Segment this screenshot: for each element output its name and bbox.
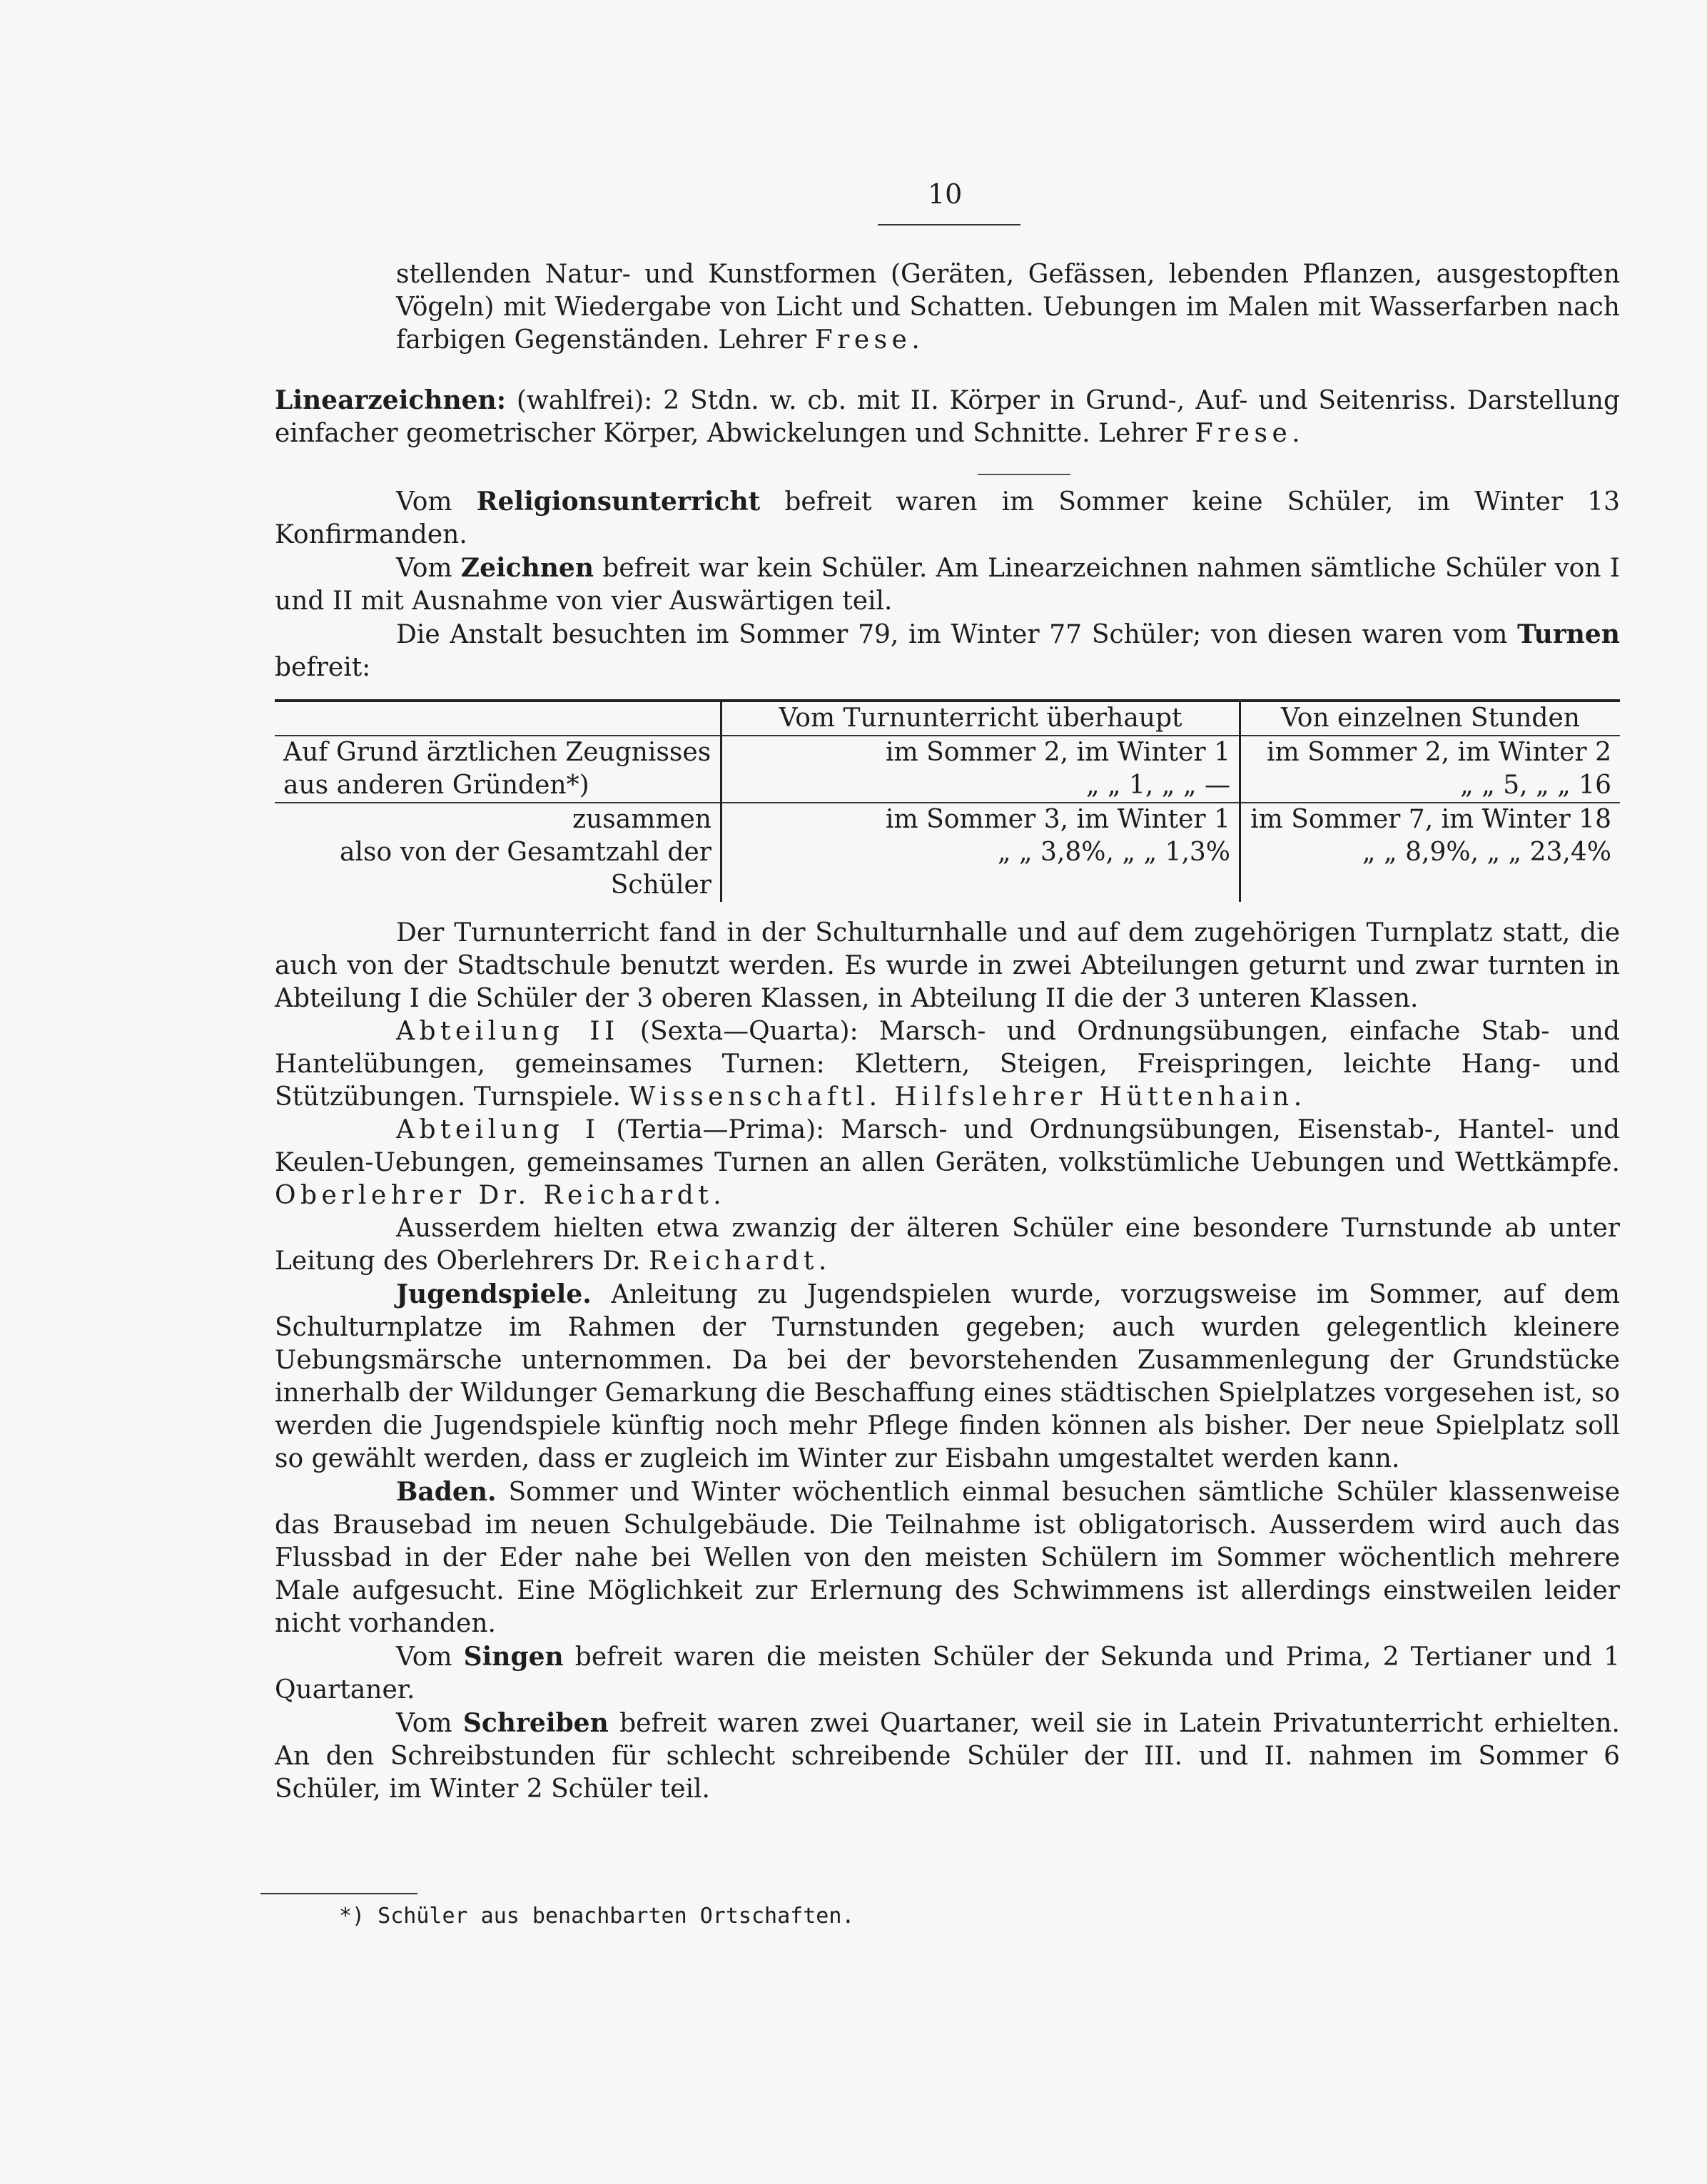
footnote-rule [260, 1893, 417, 1894]
section-divider [978, 474, 1070, 475]
linearzeichnen-section: Linearzeichnen: (wahlfrei): 2 Stdn. w. cb. mit II. Körper in Grund-, Auf- und Seitenriss. Darstellung einfacher geometrischer Körper, Abwickelungen und Schnitte. Lehrer Frese. [275, 385, 1621, 448]
header-rule [878, 224, 1020, 225]
turnen-exemption-table [275, 699, 1620, 902]
turnen-intro-paragraph: Die Anstalt besuchten im Sommer 79, im Winter 77 Schüler; von diesen waren vom Turnen befreit: [275, 619, 1620, 682]
religion-paragraph: Vom Religionsunterricht befreit waren im Sommer keine Schüler, im Winter 13 Konfirmanden. [275, 487, 1620, 549]
table-row: zusammen also von der Gesamtzahl der Schüler im Sommer 3, im Winter 1 „ „ 3,8%, „ „ 1,3% im Sommer 7, im Winter 18 „ „ 8,9%, „ „ 23,4% [275, 803, 1620, 902]
jugendspiele-paragraph: Jugendspiele. Anleitung zu Jugendspielen wurde, vorzugsweise im Sommer, auf dem Schulturnplatze im Rahmen der Turnstunden gegeben; auch wurden gelegentlich kleinere Uebungsmärsche unternommen. Da bei der bevorstehenden Zusammenlegung der Grundstücke innerhalb der Wildunger Gemarkung die Beschaffung eines städtischen Spielplatzes vorgesehen ist, so werden die Jugendspiele künftig noch mehr Pflege finden können als bisher. Der neue Spielplatz soll so gewählt werden, dass er zugleich im Winter zur Eisbahn umgestaltet werden kann. [275, 1279, 1620, 1473]
teacher-name: Frese [814, 325, 912, 355]
baden-paragraph: Baden. Sommer und Winter wöchentlich einmal besuchen sämtliche Schüler klassenweise das Brausebad im neuen Schulgebäude. Die Teilnahme ist obligatorisch. Ausserdem wird auch das Flussbad in der Eder nahe bei Wellen von den meisten Schülern im Sommer wöchentlich mehrere Male aufgesucht. Eine Möglichkeit zur Erlernung des Schwimmens ist allerdings einstweilen leider nicht vorhanden. [275, 1477, 1620, 1638]
turnen-section [275, 917, 1620, 1806]
table-row: Auf Grund ärztlichen Zeugnisses aus anderen Gründen*) im Sommer 2, im Winter 1 „ „ 1, „ „ — im Sommer 2, im Winter 2 „ „ 5, „ „ 16 [275, 736, 1620, 803]
page-number: 10 [928, 178, 963, 210]
zeichnen-paragraph: Vom Zeichnen befreit war kein Schüler. Am Linearzeichnen nahmen sämtliche Schüler von I und II mit Ausnahme von vier Auswärtigen teil. [275, 553, 1621, 616]
col-header-overall: Vom Turnunterricht überhaupt [721, 701, 1240, 736]
linearzeichnen-heading: Linearzeichnen: [275, 385, 507, 415]
col-header-single: Von einzelnen Stunden [1240, 701, 1621, 736]
teacher-name: Frese [1195, 419, 1292, 448]
befreiung-section [275, 485, 1620, 684]
abteilung-1-paragraph: Abteilung I (Tertia—Prima): Marsch- und Ordnungsübungen, Eisenstab-, Hantel- und Keulen-Uebungen, gemeinsames Turnen an allen Geräten, volkstümliche Uebungen und Wettkämpfe. Oberlehrer Dr. Reichardt. [275, 1115, 1620, 1210]
intro-paragraph: stellenden Natur- und Kunstformen (Geräten, Gefässen, lebenden Pflanzen, ausgestopften Vögeln) mit Wiedergabe von Licht und Schatten. Uebungen im Malen mit Wasserfarben nach farbigen Gegenständen. Lehrer Frese. [396, 260, 1620, 355]
table-header-row [275, 701, 1620, 736]
abteilung-2-paragraph: Abteilung II (Sexta—Quarta): Marsch- und Ordnungsübungen, einfache Stab- und Hantelübungen, gemeinsames Turnen: Klettern, Steigen, Freispringen, leichte Hang- und Stützübungen. Turnspiele. Wissenschaftl. Hilfslehrer Hüttenhain. [275, 1017, 1620, 1112]
singen-paragraph: Vom Singen befreit waren die meisten Schüler der Sekunda und Prima, 2 Tertianer und 1 Quartaner. [275, 1642, 1620, 1705]
ausserdem-paragraph: Ausserdem hielten etwa zwanzig der älteren Schüler eine besondere Turnstunde ab unter Leitung des Oberlehrers Dr. Reichardt. [275, 1214, 1620, 1276]
footnote: *) Schüler aus benachbarten Ortschaften. [339, 1904, 855, 1929]
turnunterricht-paragraph: Der Turnunterricht fand in der Schulturnhalle und auf dem zugehörigen Turnplatz statt, die auch von der Stadtschule benutzt werden. Es wurde in zwei Abteilungen geturnt und zwar turnten in Abteilung I die Schüler der 3 oberen Klassen, in Abteilung II die der 3 unteren Klassen. [275, 918, 1620, 1013]
schreiben-paragraph: Vom Schreiben befreit waren zwei Quartaner, weil sie in Latein Privatunterricht erhielten. An den Schreibstunden für schlecht schreibende Schüler der III. und II. nahmen im Sommer 6 Schüler, im Winter 2 Schüler teil. [275, 1708, 1621, 1804]
